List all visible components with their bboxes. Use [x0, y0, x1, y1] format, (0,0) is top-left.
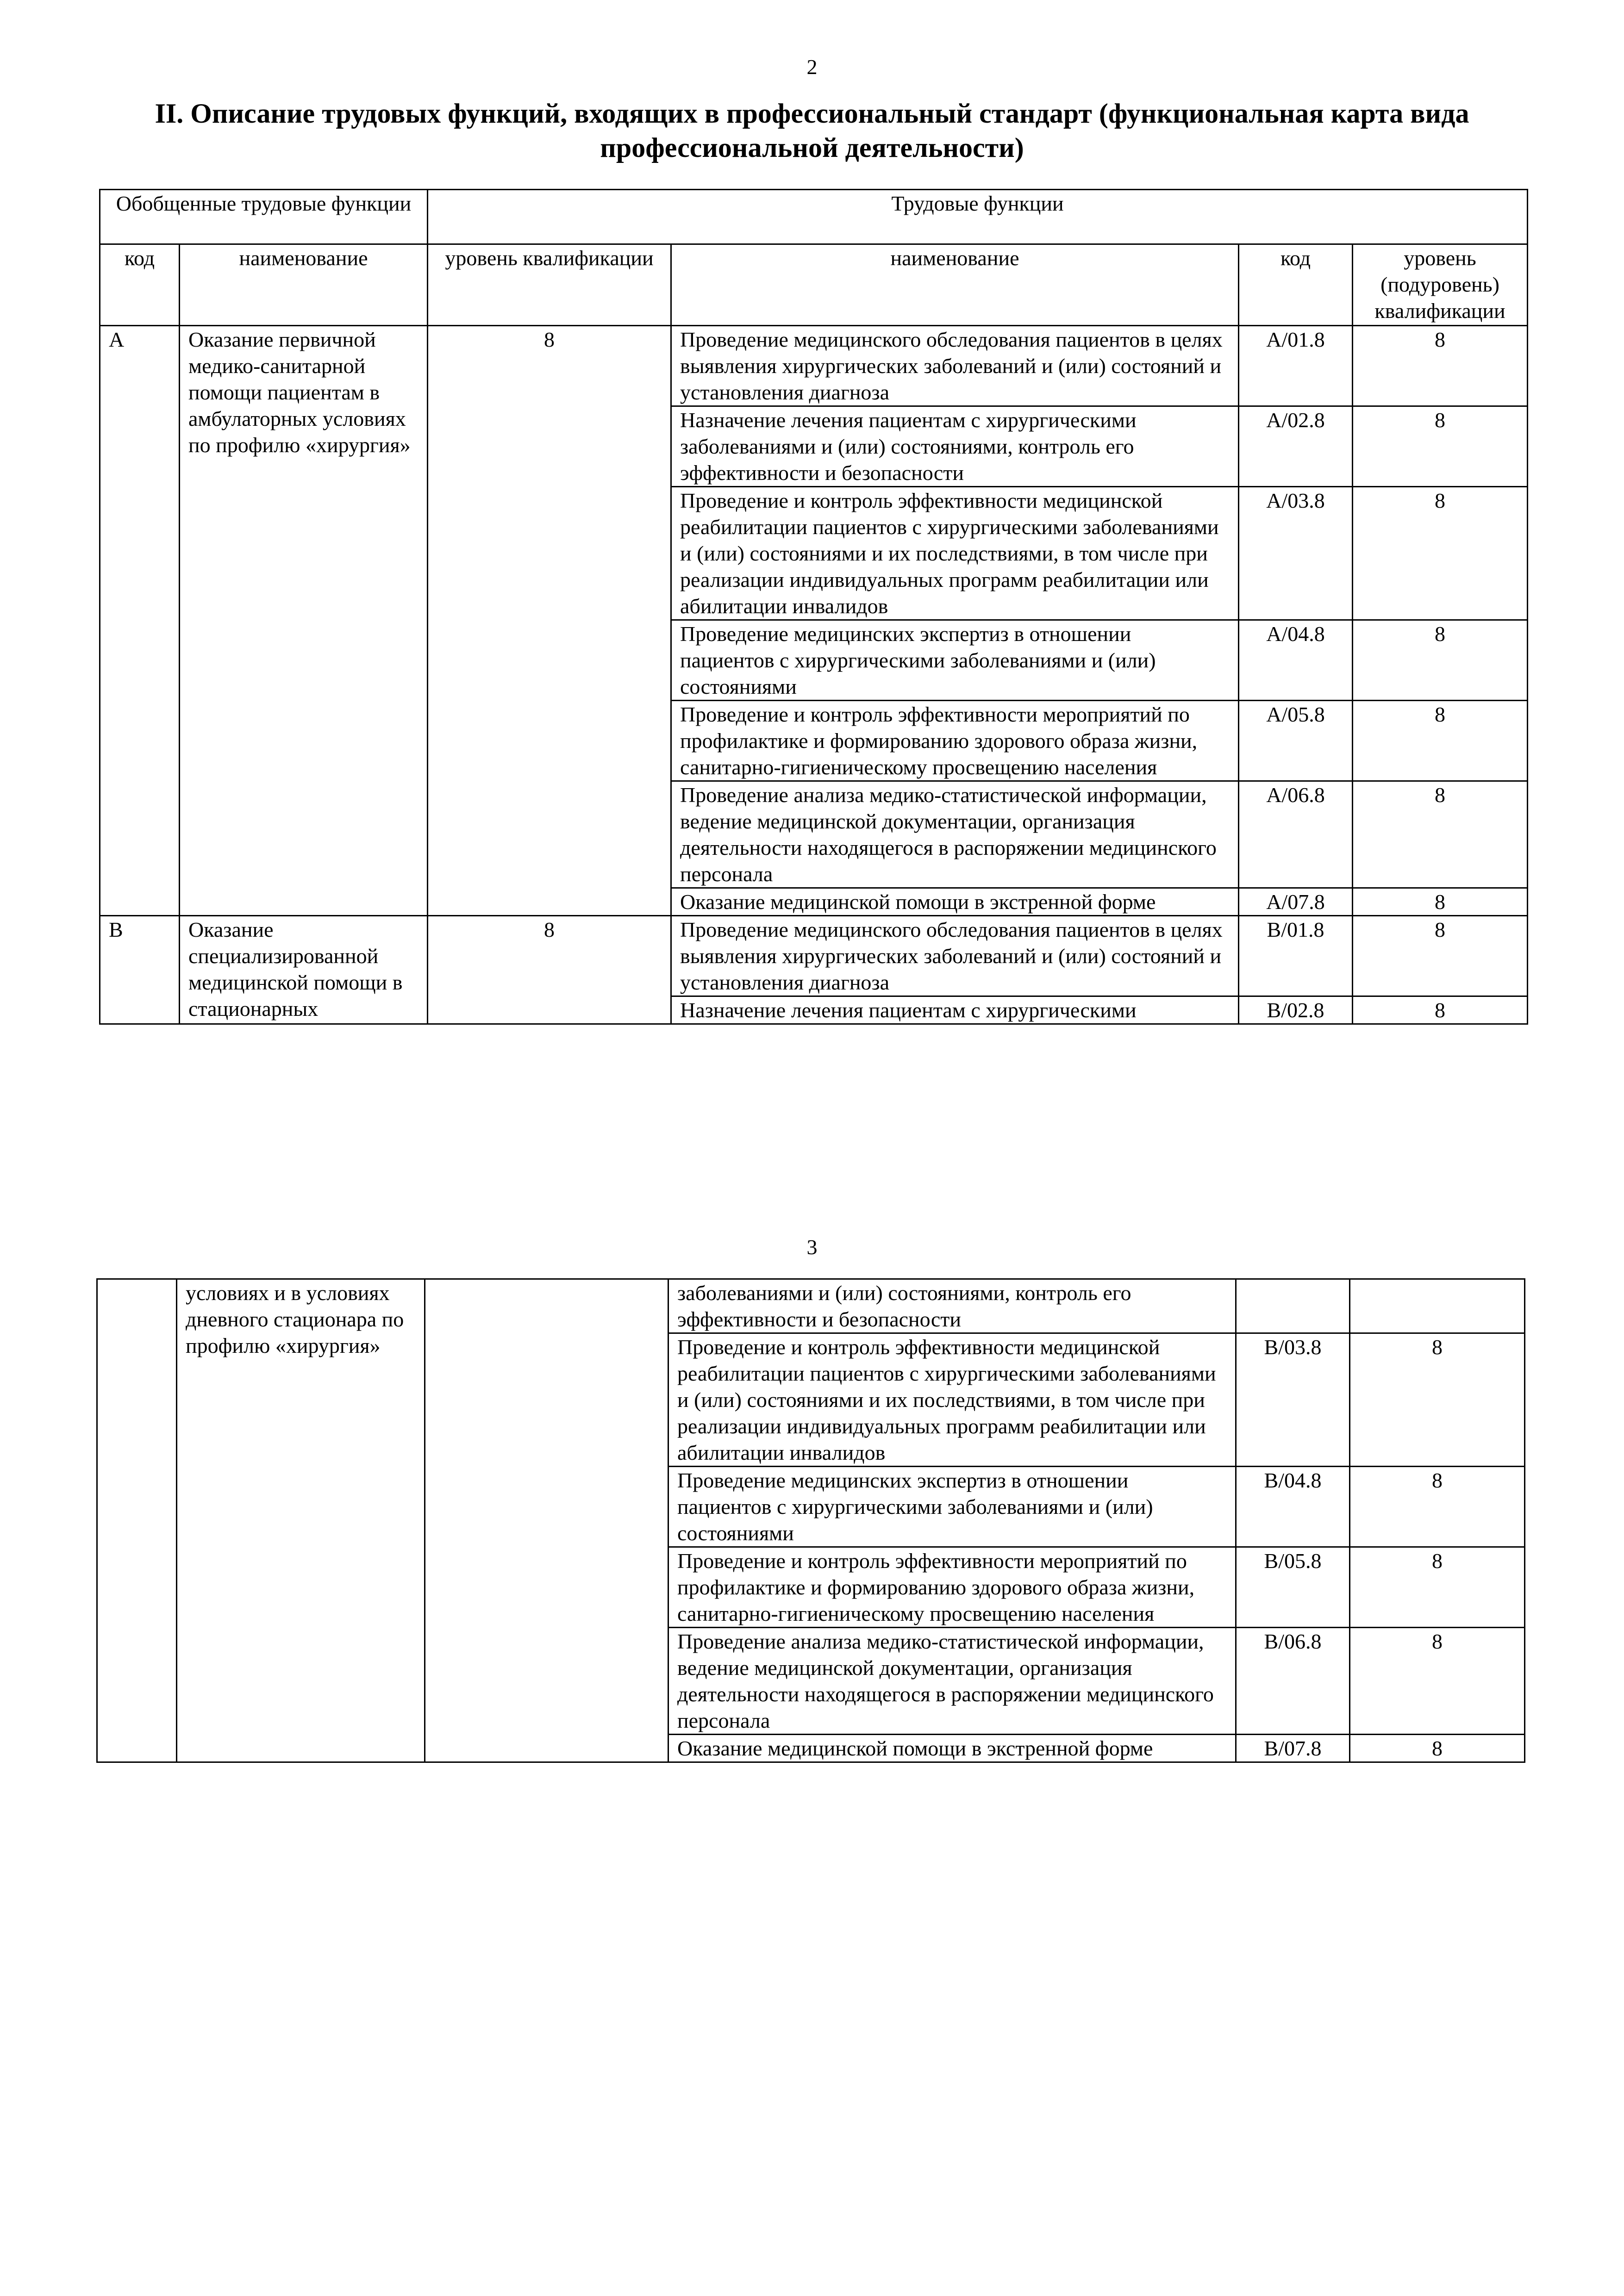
function-level: 8 [1353, 781, 1528, 888]
page-number: 3 [806, 1235, 818, 1259]
function-code: B/06.8 [1236, 1628, 1350, 1735]
function-name: Назначение лечения пациентам с хирургическими заболеваниями и (или) состояниями, контроль его эффективности и безопасности [671, 406, 1239, 487]
function-name: Проведение и контроль эффективности мероприятий по профилактике и формированию здорового образа жизни, санитарно-гигиеническому просвещению населения [671, 701, 1239, 781]
function-name-continued: заболеваниями и (или) состояниями, контроль его эффективности и безопасности [668, 1279, 1236, 1333]
function-name: Оказание медицинской помощи в экстренной форме [671, 888, 1239, 916]
col-header-name: наименование [180, 244, 428, 326]
function-name: Проведение медицинских экспертиз в отношении пациентов с хирургическими заболеваниями и (или) состояниями [671, 620, 1239, 701]
function-code-continued [1236, 1279, 1350, 1333]
function-name: Проведение медицинских экспертиз в отношении пациентов с хирургическими заболеваниями и (или) состояниями [668, 1467, 1236, 1547]
function-name: Проведение и контроль эффективности медицинской реабилитации пациентов с хирургическими заболеваниями и (или) состояниями и их последствиями, в том числе при реализации индивидуальных программ реабилитации или абилитации инвалидов [668, 1333, 1236, 1467]
function-level: 8 [1353, 487, 1528, 620]
page-number: 2 [806, 55, 818, 79]
function-code: A/03.8 [1239, 487, 1353, 620]
function-level: 8 [1353, 620, 1528, 701]
group-level-continued [425, 1279, 668, 1762]
function-name: Проведение и контроль эффективности мероприятий по профилактике и формированию здорового образа жизни, санитарно-гигиеническому просвещению населения [668, 1547, 1236, 1628]
function-code: A/02.8 [1239, 406, 1353, 487]
function-level: 8 [1350, 1467, 1525, 1547]
function-level: 8 [1353, 996, 1528, 1024]
function-name: Оказание медицинской помощи в экстренной форме [668, 1735, 1236, 1762]
group-level: 8 [428, 916, 671, 1024]
function-level-continued [1350, 1279, 1525, 1333]
function-level: 8 [1350, 1333, 1525, 1467]
group-name: Оказание первичной медико-санитарной помощи пациентам в амбулаторных условиях по профилю «хирургия» [180, 326, 428, 916]
function-level: 8 [1350, 1735, 1525, 1762]
function-code: A/06.8 [1239, 781, 1353, 888]
function-code: B/05.8 [1236, 1547, 1350, 1628]
col-header-sublevel: уровень (подуровень) квалификации [1353, 244, 1528, 326]
function-code: B/03.8 [1236, 1333, 1350, 1467]
table-row [100, 326, 1528, 406]
col-header-function-name: наименование [671, 244, 1239, 326]
functional-map-table-continued [96, 1278, 1525, 1763]
function-level: 8 [1353, 701, 1528, 781]
function-code: B/04.8 [1236, 1467, 1350, 1547]
labor-functions-header: Трудовые функции [428, 190, 1528, 244]
function-code: B/07.8 [1236, 1735, 1350, 1762]
group-level: 8 [428, 326, 671, 916]
function-level: 8 [1353, 326, 1528, 406]
function-level: 8 [1353, 406, 1528, 487]
function-name: Проведение и контроль эффективности медицинской реабилитации пациентов с хирургическими заболеваниями и (или) состояниями и их последствиями, в том числе при реализации индивидуальных программ реабилитации или абилитации инвалидов [671, 487, 1239, 620]
function-level: 8 [1350, 1547, 1525, 1628]
function-level: 8 [1353, 888, 1528, 916]
group-name: Оказание специализированной медицинской помощи в стационарных [180, 916, 428, 1024]
col-header-level: уровень квалификации [428, 244, 671, 326]
header-row-2 [100, 244, 1528, 326]
function-name: Проведение анализа медико-статистической информации, ведение медицинской документации, организация деятельности находящегося в распоряжении медицинского персонала [671, 781, 1239, 888]
function-name: Проведение медицинского обследования пациентов в целях выявления хирургических заболеваний и (или) состояний и установления диагноза [671, 916, 1239, 996]
group-code: A [100, 326, 180, 916]
col-header-function-code: код [1239, 244, 1353, 326]
section-title: II. Описание трудовых функций, входящих в профессиональный стандарт (функциональная карта вида профессиональной деятельности) [155, 98, 1469, 163]
generalized-functions-header: Обобщенные трудовые функции [100, 190, 428, 244]
col-header-code: код [100, 244, 180, 326]
function-level: 8 [1350, 1628, 1525, 1735]
functional-map-table [99, 189, 1528, 1025]
function-code: B/01.8 [1239, 916, 1353, 996]
function-name: Проведение медицинского обследования пациентов в целях выявления хирургических заболеваний и (или) состояний и установления диагноза [671, 326, 1239, 406]
function-name: Проведение анализа медико-статистической информации, ведение медицинской документации, организация деятельности находящегося в распоряжении медицинского персонала [668, 1628, 1236, 1735]
group-code: B [100, 916, 180, 1024]
function-level: 8 [1353, 916, 1528, 996]
function-code: A/01.8 [1239, 326, 1353, 406]
function-code: A/04.8 [1239, 620, 1353, 701]
group-name: условиях и в условиях дневного стационара по профилю «хирургия» [177, 1279, 425, 1762]
function-name: Назначение лечения пациентам с хирургическими [671, 996, 1239, 1024]
group-code-continued [97, 1279, 177, 1762]
table-row [97, 1279, 1525, 1333]
table-row [100, 916, 1528, 996]
function-code: A/07.8 [1239, 888, 1353, 916]
header-row-1 [100, 190, 1528, 244]
function-code: B/02.8 [1239, 996, 1353, 1024]
function-code: A/05.8 [1239, 701, 1353, 781]
